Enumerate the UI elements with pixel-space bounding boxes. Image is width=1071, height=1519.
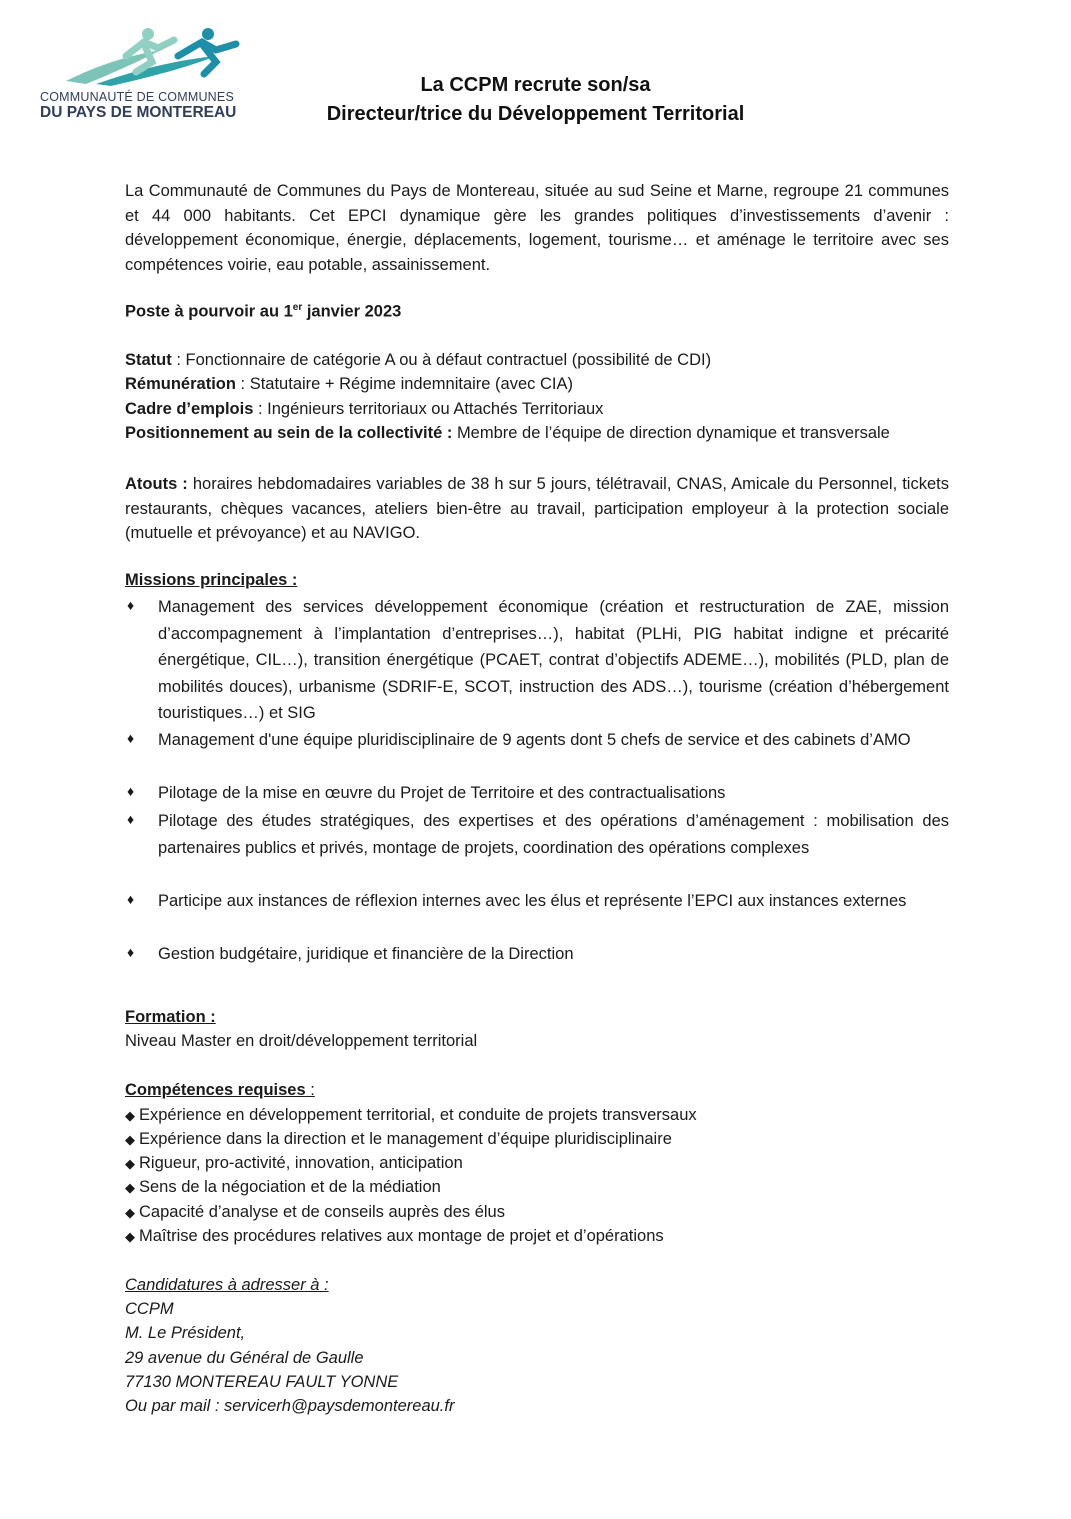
bullet-icon: ♦ [127, 891, 135, 907]
diamond-bullet-icon: ◆ [125, 1132, 135, 1147]
address-line: 77130 MONTEREAU FAULT YONNE [125, 1373, 399, 1391]
skill-item [125, 1203, 505, 1222]
poste-sup: er [292, 302, 303, 313]
address-line: CCPM [125, 1300, 174, 1318]
logo-text-line2: DU PAYS DE MONTEREAU [40, 104, 237, 121]
skill-item [125, 1227, 664, 1246]
detail-value: Membre de l’équipe de direction dynamique et transversale [456, 424, 890, 442]
bullet-icon: ♦ [127, 944, 135, 960]
skill-item [125, 1178, 441, 1197]
mission-item: Gestion budgétaire, juridique et financière de la Direction [158, 945, 574, 963]
diamond-bullet-icon: ◆ [125, 1108, 135, 1123]
detail-value: Fonctionnaire de catégorie A ou à défaut contractuel (possibilité de CDI) [185, 351, 712, 369]
bullet-icon: ♦ [127, 811, 135, 827]
competences-heading-suffix: : [305, 1081, 315, 1099]
bullet-icon: ♦ [127, 783, 135, 799]
bullet-icon: ♦ [127, 597, 135, 613]
detail-label: Statut [125, 351, 172, 369]
address-line: M. Le Président, [125, 1324, 246, 1342]
detail-remuneration [125, 375, 573, 394]
detail-sep: : [253, 400, 268, 418]
detail-label: Cadre d’emplois [125, 400, 254, 418]
competences-heading: Compétences requises [125, 1081, 306, 1099]
competences-heading-line [125, 1081, 315, 1100]
skill-text: Sens de la négociation et de la médiation [139, 1178, 441, 1196]
poste-suffix: janvier 2023 [302, 302, 402, 321]
formation-heading: Formation : [125, 1008, 216, 1026]
detail-sep: : [171, 351, 186, 369]
atouts-paragraph [125, 472, 949, 546]
detail-statut [125, 351, 711, 370]
detail-value: Ingénieurs territoriaux ou Attachés Territoriaux [267, 400, 604, 418]
skill-text: Expérience dans la direction et le management d’équipe pluridisciplinaire [139, 1130, 672, 1148]
skill-item [125, 1106, 697, 1125]
mission-item: Participe aux instances de réflexion internes avec les élus et représente l’EPCI aux instances externes [158, 892, 907, 910]
detail-sep: : [235, 375, 250, 393]
formation-value: Niveau Master en droit/développement territorial [125, 1032, 478, 1050]
page-title-line1: La CCPM recrute son/sa [420, 74, 651, 96]
mission-item: Management d'une équipe pluridisciplinaire de 9 agents dont 5 chefs de service et des cabinets d’AMO [158, 731, 911, 749]
contact-email[interactable]: Ou par mail : servicerh@paysdemontereau.fr [125, 1397, 455, 1415]
mission-item: Pilotage des études stratégiques, des expertises et des opérations d’aménagement : mobilisation des partenaires publics et privés, montage de projets, coordination des opérations complexes [158, 812, 949, 857]
logo-text-line1: COMMUNAUTÉ DE COMMUNES [40, 90, 234, 104]
skill-text: Expérience en développement territorial, et conduite de projets transversaux [139, 1106, 697, 1124]
diamond-bullet-icon: ◆ [125, 1229, 135, 1244]
skill-item [125, 1154, 463, 1173]
page-title-line2: Directeur/trice du Développement Territorial [326, 103, 745, 125]
mission-item: Management des services développement économique (création et restructuration de ZAE, mission d’accompagnement à l’implantation d’entreprises…), habitat (PLHi, PIG habitat indigne et précarité énergétique, CIL…), transition énergétique (PCAET, contrat d’objectifs ADEME…), mobilités (PLD, plan de mobilités douces), urbanisme (SDRIF-E, SCOT, instruction des ADS…), tourisme (création d’hébergement touristiques…) et SIG [158, 598, 949, 722]
skill-text: Capacité d’analyse et de conseils auprès des élus [139, 1203, 505, 1221]
detail-cadre [125, 400, 603, 419]
poste-prefix: Poste à pourvoir au 1 [125, 302, 293, 321]
diamond-bullet-icon: ◆ [125, 1180, 135, 1195]
candidatures-heading: Candidatures à adresser à : [125, 1276, 329, 1294]
skill-item [125, 1130, 672, 1149]
bullet-icon: ♦ [127, 730, 135, 746]
detail-positionnement [125, 424, 890, 443]
diamond-bullet-icon: ◆ [125, 1156, 135, 1171]
poste-line [125, 302, 401, 322]
intro-paragraph: La Communauté de Communes du Pays de Montereau, située au sud Seine et Marne, regroupe 21 communes et 44 000 habitants. Cet EPCI dynamique gère les grandes politiques d’investissements d’avenir : développement économique, énergie, déplacements, logement, tourisme… et aménage le territoire avec ses compétences voirie, eau potable, assainissement. [125, 182, 949, 274]
address-line: 29 avenue du Général de Gaulle [125, 1349, 364, 1367]
mission-item: Pilotage de la mise en œuvre du Projet de Territoire et des contractualisations [158, 784, 726, 802]
skill-text: Maîtrise des procédures relatives aux montage de projet et d’opérations [139, 1227, 664, 1245]
detail-label: Rémunération [125, 375, 236, 393]
skill-text: Rigueur, pro-activité, innovation, anticipation [139, 1154, 463, 1172]
diamond-bullet-icon: ◆ [125, 1205, 135, 1220]
detail-value: Statutaire + Régime indemnitaire (avec CIA) [249, 375, 573, 393]
detail-label: Positionnement au sein de la collectivité : [125, 424, 453, 442]
atouts-label: Atouts : [125, 475, 188, 493]
missions-heading: Missions principales : [125, 571, 298, 589]
atouts-value: horaires hebdomadaires variables de 38 h sur 5 jours, télétravail, CNAS, Amicale du Personnel, tickets restaurants, chèques vacances, ateliers bien-être au travail, participation employeur à la protection sociale (mutuelle et prévoyance) et au NAVIGO. [125, 475, 949, 542]
